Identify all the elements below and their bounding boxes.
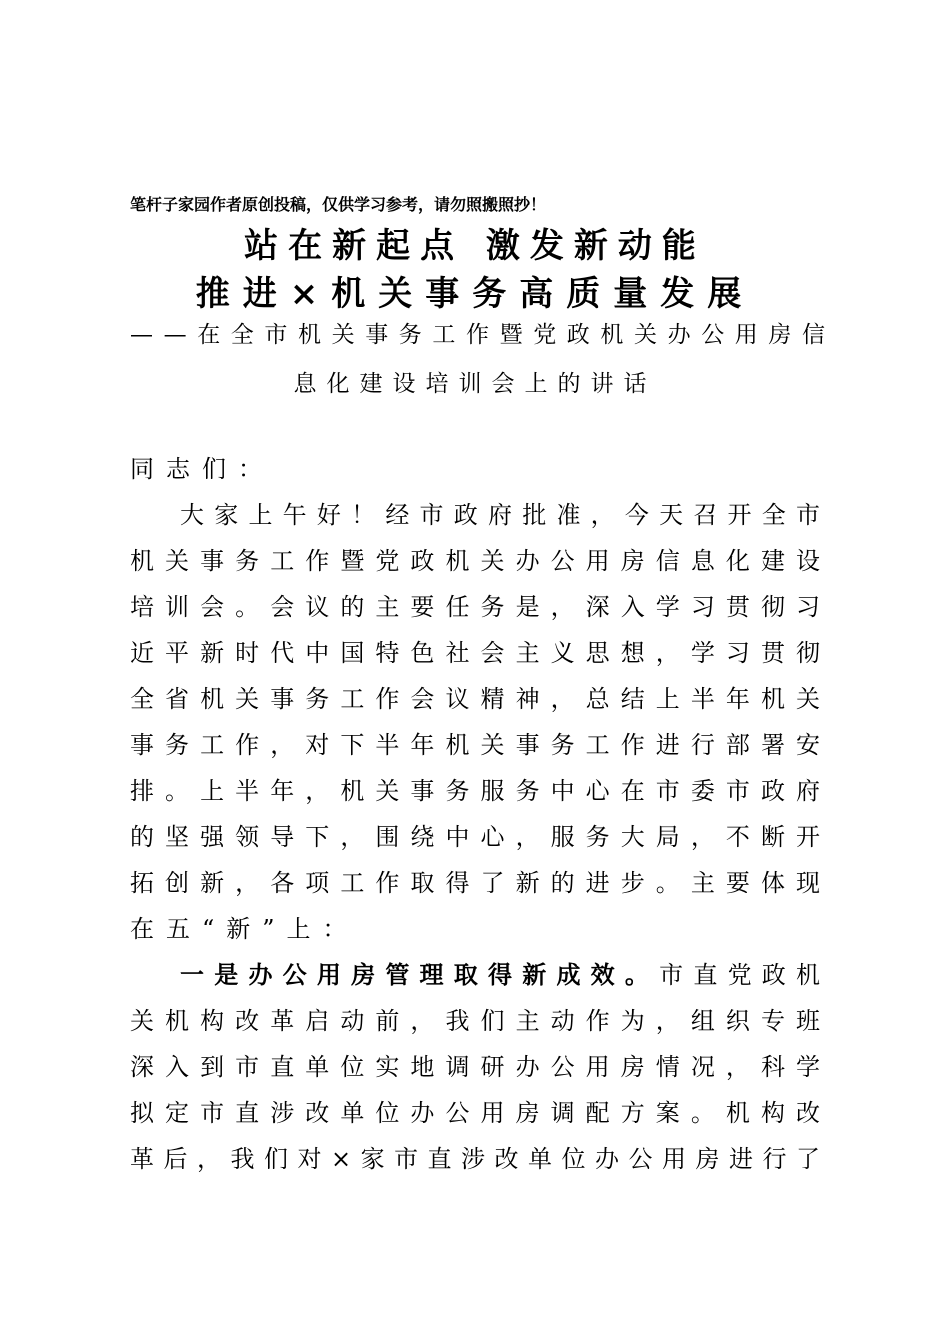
subtitle-line-1: ——在全市机关事务工作暨党政机关办公用房信 xyxy=(130,322,836,348)
paragraph-2-line: 革后，我们对×家市直涉改单位办公用房进行了 xyxy=(130,1145,820,1173)
paragraph-2-line: 拟定市直涉改单位办公用房调配方案。机构改 xyxy=(130,1099,820,1127)
subtitle-line-2: 息化建设培训会上的讲话 xyxy=(293,371,657,397)
paragraph-2-first-line xyxy=(180,958,820,992)
paragraph-1-line: 的坚强领导下，围绕中心，服务大局，不断开 xyxy=(130,823,820,851)
paragraph-1-line: 全省机关事务工作会议精神，总结上半年机关 xyxy=(130,685,820,713)
salutation: 同志们： xyxy=(130,455,274,483)
paragraph-2-heading: 一是办公用房管理取得新成效。 xyxy=(180,961,660,989)
paragraph-1-line: 排。上半年，机关事务服务中心在市委市政府 xyxy=(130,777,820,805)
paragraph-1-line: 机关事务工作暨党政机关办公用房信息化建设 xyxy=(130,547,820,575)
paragraph-2-line: 关机构改革启动前，我们主动作为，组织专班 xyxy=(130,1007,820,1035)
title-line-1: 站在新起点 激发新动能 xyxy=(244,226,706,266)
title-line-2: 推进×机关事务高质量发展 xyxy=(195,274,755,314)
paragraph-1-line: 事务工作，对下半年机关事务工作进行部署安 xyxy=(130,731,820,759)
paragraph-1-line: 近平新时代中国特色社会主义思想，学习贯彻 xyxy=(130,639,820,667)
paragraph-1-line: 在五“新”上： xyxy=(130,915,359,943)
paragraph-1-line: 大家上午好！经市政府批准，今天召开全市 xyxy=(180,501,820,529)
watermark-notice: 笔杆子家园作者原创投稿，仅供学习参考，请勿照搬照抄！ xyxy=(130,195,547,214)
paragraph-1-line: 培训会。会议的主要任务是，深入学习贯彻习 xyxy=(130,593,820,621)
paragraph-2-first-line-rest: 市直党政机 xyxy=(659,961,821,989)
paragraph-2-line: 深入到市直单位实地调研办公用房情况，科学 xyxy=(130,1053,820,1081)
paragraph-1-line: 拓创新，各项工作取得了新的进步。主要体现 xyxy=(130,869,820,897)
